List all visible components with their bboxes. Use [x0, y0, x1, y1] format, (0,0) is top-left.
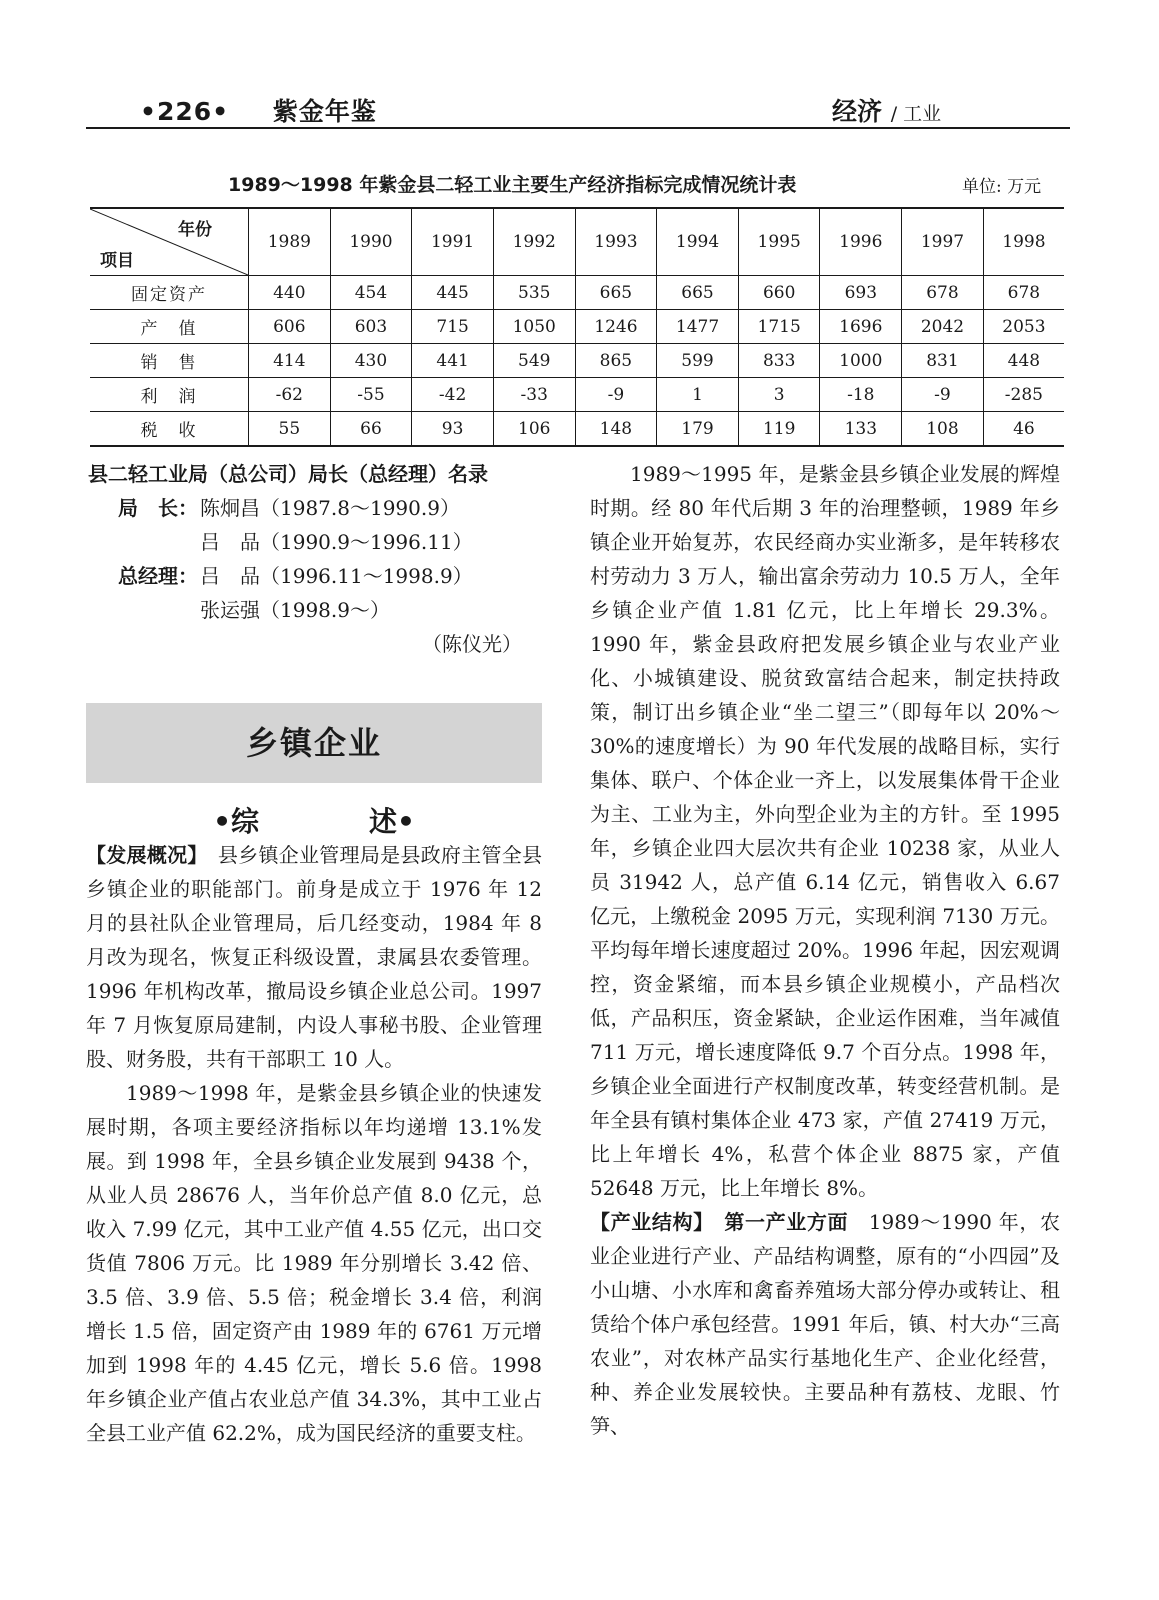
table-cell: 549 [493, 344, 575, 378]
header-rule [86, 127, 1070, 129]
table-cell: 454 [330, 276, 412, 310]
director-role: 总经理： [118, 564, 198, 588]
year-header: 1993 [575, 208, 657, 276]
year-header: 1991 [412, 208, 494, 276]
subsection-heading-left: •综 [213, 805, 259, 838]
paragraph [86, 838, 542, 1076]
year-header: 1989 [249, 208, 331, 276]
table-cell: -9 [902, 378, 984, 412]
table-cell: 106 [493, 412, 575, 447]
year-header: 1994 [657, 208, 739, 276]
subsection-heading-right: 述• [369, 805, 415, 838]
table-cell: 148 [575, 412, 657, 447]
statistics-table [90, 207, 1064, 447]
table-unit: 单位: 万元 [962, 177, 1042, 197]
right-column-body [590, 457, 1060, 1443]
paragraph: 1989～1995 年，是紫金县乡镇企业发展的辉煌时期。经 80 年代后期 3 年的治理整顿，1989 年乡镇企业开始复苏，农民经商办实业渐多，是年转移农村劳动力 3 万人，输出富余劳动力 10.5 万人，全年乡镇企业产值 1.81 亿元，比上年增长 29.3%。1990 年，紫金县政府把发展乡镇企业与农业产业化、小城镇建设、脱贫致富结合起来，制定扶持政策，制订出乡镇企业“坐二望三”（即每年以 20%～30%的速度增长）为 90 年代发展的战略目标，实行集体、联户、个体企业一齐上，以发展集体骨干企业为主、工业为主，外向型企业为主的方针。至 1995 年，乡镇企业四大层次共有企业 10238 家，从业人员 31942 人，总产值 6.14 亿元，销售收入 6.67 亿元，上缴税金 2095 万元，实现利润 7130 万元。平均每年增长速度超过 20%。1996 年起，因宏观调控，资金紧缩，而本县乡镇企业规模小，产品档次低，产品积压，资金紧缺，企业运作困难，当年减值 711 万元，增长速度降低 9.7 个百分点。1998 年，乡镇企业全面进行产权制度改革，转变经营机制。是年全县有镇村集体企业 473 家，产值 27419 万元，比上年增长 4%，私营个体企业 8875 家，产值 52648 万元，比上年增长 8%。 [590, 462, 1060, 1200]
director-role: 局 长： [118, 496, 198, 520]
table-cell: -9 [575, 378, 657, 412]
table-cell: 55 [249, 412, 331, 447]
year-header: 1992 [493, 208, 575, 276]
running-header-left [140, 92, 377, 128]
table-cell: 133 [820, 412, 902, 447]
director-entry [86, 491, 546, 559]
author-credit: （陈仪光） [422, 632, 522, 656]
section-banner: 乡镇企业 [86, 703, 542, 783]
director-entry [86, 559, 546, 627]
book-title: 紫金年鉴 [272, 97, 377, 126]
table-cell: 715 [412, 310, 494, 344]
table-cell: 831 [902, 344, 984, 378]
year-header: 1995 [738, 208, 820, 276]
table-cell: 1696 [820, 310, 902, 344]
running-header-right [832, 92, 941, 128]
table-cell: 179 [657, 412, 739, 447]
table-cell: -42 [412, 378, 494, 412]
table-cell: 430 [330, 344, 412, 378]
director-name: 张运强（1998.9～） [200, 598, 390, 622]
table-cell: 833 [738, 344, 820, 378]
table-cell: 1 [657, 378, 739, 412]
table-cell: -62 [249, 378, 331, 412]
director-names [198, 559, 473, 627]
table-cell: 665 [657, 276, 739, 310]
table-cell: 93 [412, 412, 494, 447]
table-cell: 1715 [738, 310, 820, 344]
table-row [90, 378, 1064, 412]
table-cell: 1477 [657, 310, 739, 344]
table-row [90, 412, 1064, 447]
table-cell: 2053 [983, 310, 1064, 344]
table-cell: 1246 [575, 310, 657, 344]
table-corner-cell [90, 208, 249, 276]
table-cell: 66 [330, 412, 412, 447]
table-cell: 1050 [493, 310, 575, 344]
table-cell: 440 [249, 276, 331, 310]
table-cell: 448 [983, 344, 1064, 378]
table-cell: 441 [412, 344, 494, 378]
table-cell: 678 [983, 276, 1064, 310]
corner-year-label: 年份 [178, 220, 212, 240]
table-title: 1989～1998 年紫金县二轻工业主要生产经济指标完成情况统计表 [228, 174, 797, 196]
year-header: 1997 [902, 208, 984, 276]
table-cell: 678 [902, 276, 984, 310]
table-cell: 2042 [902, 310, 984, 344]
paragraph-text: 1989～1990 年，农业企业进行产业、产品结构调整，原有的“小四园”及小山塘、小水库和禽畜养殖场大部分停办或转让、租赁给个体户承包经营。1991 年后，镇、村大办“三高农业”，对农林产品实行基地化生产、企业化经营，种、养企业发展较快。主要品种有荔枝、龙眼、竹笋、 [590, 1210, 1061, 1438]
directors-list [86, 457, 546, 661]
row-label: 税 收 [90, 412, 249, 447]
table-cell: 46 [983, 412, 1064, 447]
paragraph-text: 县乡镇企业管理局是县政府主管全县乡镇企业的职能部门。前身是成立于 1976 年 12 月的县社队企业管理局，后几经变动，1984 年 8 月改为现名，恢复正科级设置，隶属县农委管理。1996 年机构改革，撤局设乡镇企业总公司。1997 年 7 月恢复原局建制，内设人事秘书股、企业管理股、财务股，共有干部职工 10 人。 [86, 843, 543, 1071]
director-name: 陈炯昌（1987.8～1990.9） [200, 496, 460, 520]
year-header: 1996 [820, 208, 902, 276]
director-name: 吕 品（1990.9～1996.11） [200, 530, 473, 554]
paragraph-subheading: 第一产业方面 [703, 1210, 849, 1234]
table-row [90, 276, 1064, 310]
table-cell: 606 [249, 310, 331, 344]
year-header: 1990 [330, 208, 412, 276]
table-cell: 865 [575, 344, 657, 378]
subsection-name: / 工业 [890, 103, 942, 125]
corner-item-label: 项目 [100, 251, 134, 271]
table-cell: 665 [575, 276, 657, 310]
table-cell: 660 [738, 276, 820, 310]
table-cell: -285 [983, 378, 1064, 412]
table-cell: 603 [330, 310, 412, 344]
row-label: 产 值 [90, 310, 249, 344]
row-label: 利 润 [90, 378, 249, 412]
directors-title: 县二轻工业局（总公司）局长（总经理）名录 [88, 462, 488, 486]
subsection-heading [86, 800, 542, 840]
table-cell: 693 [820, 276, 902, 310]
section-name: 经济 [832, 97, 883, 126]
table-cell: -55 [330, 378, 412, 412]
table-cell: 119 [738, 412, 820, 447]
page-number: •226• [140, 97, 230, 126]
paragraph-label: 【发展概况】 [86, 843, 198, 867]
paragraph [590, 1205, 1060, 1443]
row-label: 销 售 [90, 344, 249, 378]
table-cell: 414 [249, 344, 331, 378]
director-name: 吕 品（1996.11～1998.9） [200, 564, 473, 588]
paragraph: 1989～1998 年，是紫金县乡镇企业的快速发展时期，各项主要经济指标以年均递增 13.1%发展。到 1998 年，全县乡镇企业发展到 9438 个，从业人员 28676 人，当年价总产值 8.0 亿元，总收入 7.99 亿元，其中工业产值 4.55 亿元，出口交货值 7806 万元。比 1989 年分别增长 3.42 倍、3.5 倍、3.9 倍、5.5 倍；税金增长 3.4 倍，利润增长 1.5 倍，固定资产由 1989 年的 6761 万元增加到 1998 年的 4.45 亿元，增长 5.6 倍。1998 年乡镇企业产值占农业总产值 34.3%，其中工业占全县工业产值 62.2%，成为国民经济的重要支柱。 [86, 1081, 542, 1445]
year-header: 1998 [983, 208, 1064, 276]
table-cell: 108 [902, 412, 984, 447]
paragraph-label: 【产业结构】 [590, 1210, 704, 1234]
left-column-body [86, 838, 542, 1450]
table-cell: 1000 [820, 344, 902, 378]
table-header-row [90, 208, 1064, 276]
table-row [90, 310, 1064, 344]
table-cell: -18 [820, 378, 902, 412]
director-names [198, 491, 473, 559]
table-cell: 3 [738, 378, 820, 412]
table-cell: 599 [657, 344, 739, 378]
table-cell: 445 [412, 276, 494, 310]
row-label: 固定资产 [90, 276, 249, 310]
table-cell: -33 [493, 378, 575, 412]
table-cell: 535 [493, 276, 575, 310]
table-row [90, 344, 1064, 378]
